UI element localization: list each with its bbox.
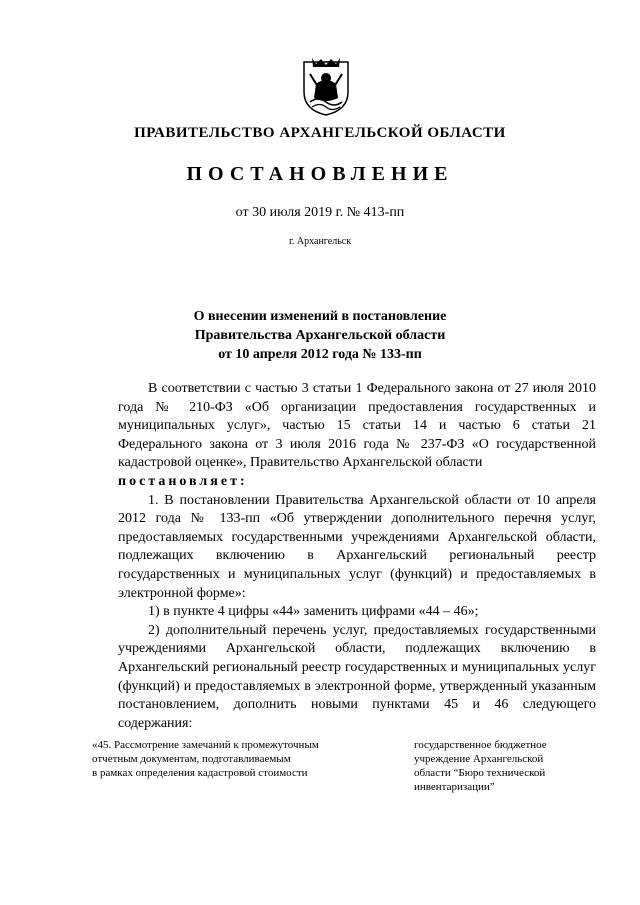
subject-line-3: от 10 апреля 2012 года № 133-пп bbox=[218, 347, 422, 362]
decree-word-line bbox=[118, 473, 596, 492]
item-1-subitem-1: 1) в пункте 4 цифры «44» заменить цифрами «44 – 46»; bbox=[148, 604, 479, 620]
table-institution-column bbox=[414, 738, 594, 794]
decree-colon: : bbox=[239, 473, 248, 489]
table-right-line: государственное бюджетное bbox=[414, 739, 547, 751]
city-name: г. Архангельск bbox=[288, 236, 352, 247]
preamble-paragraph: В соответствии с частью 3 статьи 1 Федерального закона от 27 июля 2010 года № 210-ФЗ «Об организации предоставления государственных и муниципальных услуг», частью 15 статьи 14 и частью 6 статьи 21 Федерального закона от 3 июля 2016 года № 237-ФЗ «О государственной кадастровой оценке», Правительство Архангельской области bbox=[118, 381, 596, 471]
document-type-title: ПОСТАНОВЛЕНИЕ bbox=[186, 163, 454, 185]
table-service-column bbox=[92, 738, 392, 780]
document-subject bbox=[0, 307, 640, 364]
subject-line-2: Правительства Архангельской области bbox=[194, 328, 446, 343]
table-right-line: инвентаризации” bbox=[414, 781, 495, 793]
subject-line-1: О внесении изменений в постановление bbox=[193, 309, 447, 324]
coat-of-arms-emblem bbox=[302, 58, 350, 116]
government-title: ПРАВИТЕЛЬСТВО АРХАНГЕЛЬСКОЙ ОБЛАСТИ bbox=[134, 125, 506, 141]
table-left-line: «45. Рассмотрение замечаний к промежуточным bbox=[92, 739, 319, 751]
document-body bbox=[118, 380, 596, 733]
decree-word: постановляет bbox=[118, 473, 240, 489]
item-1-subitem-2: 2) дополнительный перечень услуг, предоставляемых государственными учреждениями Архангельской области, подлежащих включению в Архангельский региональный реестр государственных и муниципальных услуг (функций) и предоставляемых в электронной форме, утвержденный указанным постановлением, дополнить новыми пунктами 45 и 46 следующего содержания: bbox=[118, 622, 596, 731]
document-date-number: от 30 июля 2019 г. № 413-пп bbox=[235, 205, 405, 220]
table-left-line: в рамках определения кадастровой стоимости bbox=[92, 767, 308, 779]
table-right-line: учреждение Архангельской bbox=[414, 753, 544, 765]
item-1-paragraph: 1. В постановлении Правительства Архангельской области от 10 апреля 2012 года № 133-пп «Об утверждении дополнительного перечня услуг, предоставляемых государственными учреждениями Архангельской области, подлежащих включению в Архангельский региональный реестр государственных и муниципальных услуг (функций) и предоставляемых в электронной форме»: bbox=[118, 492, 596, 601]
table-right-line: области “Бюро технической bbox=[414, 767, 546, 779]
table-left-line: отчетным документам, подготавливаемым bbox=[92, 753, 291, 765]
